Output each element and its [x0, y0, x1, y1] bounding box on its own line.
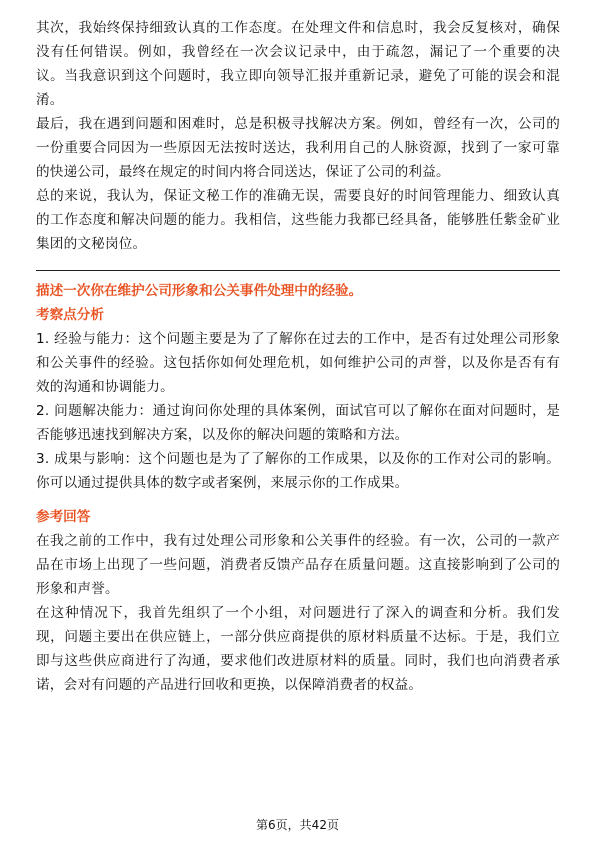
question-title: 描述一次你在维护公司形象和公关事件处理中的经验。 — [36, 283, 363, 299]
body-paragraph: 总的来说，我认为，保证文秘工作的准确无误，需要良好的时间管理能力、细致认真的工作态度和解决问题的能力。我相信，这些能力我都已经具备，能够胜任紫金矿业集团的文秘岗位。 — [36, 188, 560, 252]
analysis-point: 1. 经验与能力：这个问题主要是为了了解你在过去的工作中，是否有过处理公司形象和公关事件的经验。这包括你如何处理危机，如何维护公司的声誉，以及你是否有有效的沟通和协调能力。 — [36, 331, 560, 395]
section-divider — [36, 270, 560, 271]
body-paragraph: 其次，我始终保持细致认真的工作态度。在处理文件和信息时，我会反复核对，确保没有任何错误。例如，我曾经在一次会议记录中，由于疏忽，漏记了一个重要的决议。当我意识到这个问题时，我立即向领导汇报并重新记录，避免了可能的误会和混淆。 — [36, 20, 560, 108]
answer-heading: 参考回答 — [36, 509, 91, 525]
analysis-point: 2. 问题解决能力：通过询问你处理的具体案例，面试官可以了解你在面对问题时，是否能够迅速找到解决方案，以及你的解决问题的策略和方法。 — [36, 403, 560, 443]
body-paragraph: 最后，我在遇到问题和困难时，总是积极寻找解决方案。例如，曾经有一次，公司的一份重要合同因为一些原因无法按时送达，我利用自己的人脉资源，找到了一家可靠的快递公司，最终在规定的时间内将合同送达，保证了公司的利益。 — [36, 116, 560, 180]
document-page — [36, 16, 560, 697]
answer-paragraph: 在这种情况下，我首先组织了一个小组，对问题进行了深入的调查和分析。我们发现，问题主要出在供应链上，一部分供应商提供的原材料质量不达标。于是，我们立即与这些供应商进行了沟通，要求他们改进原材料的质量。同时，我们也向消费者承诺，会对有问题的产品进行回收和更换，以保障消费者的权益。 — [36, 605, 560, 693]
page-number: 第6页，共42页 — [256, 818, 339, 832]
answer-paragraph: 在我之前的工作中，我有过处理公司形象和公关事件的经验。有一次，公司的一款产品在市场上出现了一些问题，消费者反馈产品存在质量问题。这直接影响到了公司的形象和声誉。 — [36, 533, 560, 597]
analysis-point: 3. 成果与影响：这个问题也是为了了解你的工作成果，以及你的工作对公司的影响。你可以通过提供具体的数字或者案例，来展示你的工作成果。 — [36, 451, 560, 491]
analysis-heading: 考察点分析 — [36, 307, 104, 323]
